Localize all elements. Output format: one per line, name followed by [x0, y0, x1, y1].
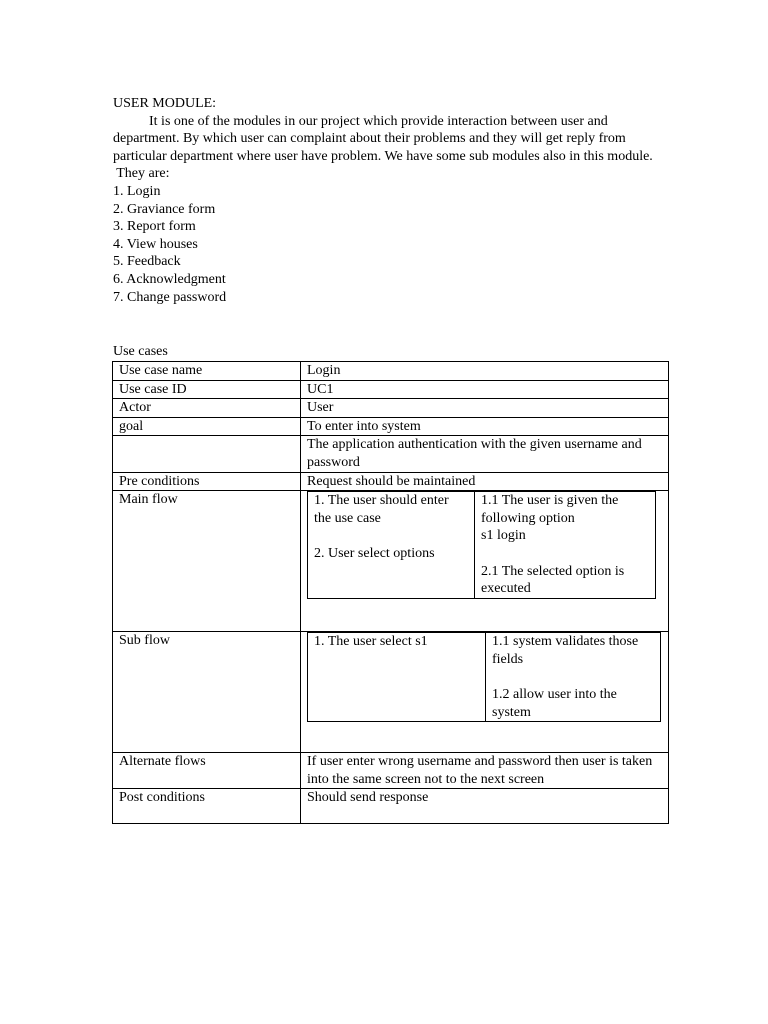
- row-key: Actor: [113, 399, 301, 418]
- row-key: goal: [113, 417, 301, 436]
- sub-flow-inner-table: [307, 632, 661, 722]
- sub-module-list: [113, 183, 673, 306]
- table-row: [113, 436, 669, 472]
- list-item: 1. Login: [113, 183, 161, 199]
- row-value: Should send response: [301, 789, 669, 824]
- row-value: User: [301, 399, 669, 418]
- main-flow-row: [113, 491, 669, 632]
- sub-flow-response: 1.1 system validates those fields 1.2 allow user into the system: [486, 633, 661, 722]
- row-value: If user enter wrong username and password then user is taken into the same screen not to the next screen: [301, 753, 669, 789]
- table-row: [113, 362, 669, 381]
- row-key: Use case name: [113, 362, 301, 381]
- main-flow-step-1: 1. The user should enter the use case 2. User select options: [308, 492, 475, 599]
- row-key: Sub flow: [113, 632, 301, 753]
- row-key: Pre conditions: [113, 472, 301, 491]
- main-flow-cell: [301, 491, 669, 632]
- row-value: The application authentication with the given username and password: [301, 436, 669, 472]
- sub-flow-cell: [301, 632, 669, 753]
- list-item: 2. Graviance form: [113, 201, 216, 217]
- use-cases-label: Use cases: [113, 344, 168, 359]
- main-flow-inner-table: [307, 491, 656, 599]
- post-conditions-row: [113, 789, 669, 824]
- intro-section: [113, 95, 673, 306]
- main-flow-step-2: 2. User select options: [314, 545, 435, 561]
- table-row: [113, 417, 669, 436]
- table-row: [113, 380, 669, 399]
- row-value: Request should be maintained: [301, 472, 669, 491]
- list-item: 3. Report form: [113, 219, 196, 235]
- row-value: UC1: [301, 380, 669, 399]
- row-value: To enter into system: [301, 417, 669, 436]
- sub-modules-lead: They are:: [113, 166, 170, 182]
- row-key: Post conditions: [113, 789, 301, 824]
- row-key: Main flow: [113, 491, 301, 632]
- table-row: [113, 399, 669, 418]
- intro-paragraph: It is one of the modules in our project which provide interaction between user and department. By which user can complaint about their problems and they will get reply from particular department where user have problem. We have some sub modules also in this module.: [113, 113, 653, 164]
- row-key: Use case ID: [113, 380, 301, 399]
- alternate-flows-row: [113, 753, 669, 789]
- list-item: 6. Acknowledgment: [113, 271, 226, 287]
- list-item: 5. Feedback: [113, 254, 181, 270]
- row-key: [113, 436, 301, 472]
- row-value: Login: [301, 362, 669, 381]
- row-key: Alternate flows: [113, 753, 301, 789]
- module-heading: USER MODULE:: [113, 96, 217, 111]
- sub-flow-step: 1. The user select s1: [308, 633, 486, 722]
- use-case-table: [112, 361, 669, 824]
- list-item: 7. Change password: [113, 289, 227, 305]
- main-flow-response: 1.1 The user is given the following option s1 login 2.1 The selected option is executed: [475, 492, 656, 599]
- table-row: [113, 472, 669, 491]
- list-item: 4. View houses: [113, 236, 198, 252]
- sub-flow-row: [113, 632, 669, 753]
